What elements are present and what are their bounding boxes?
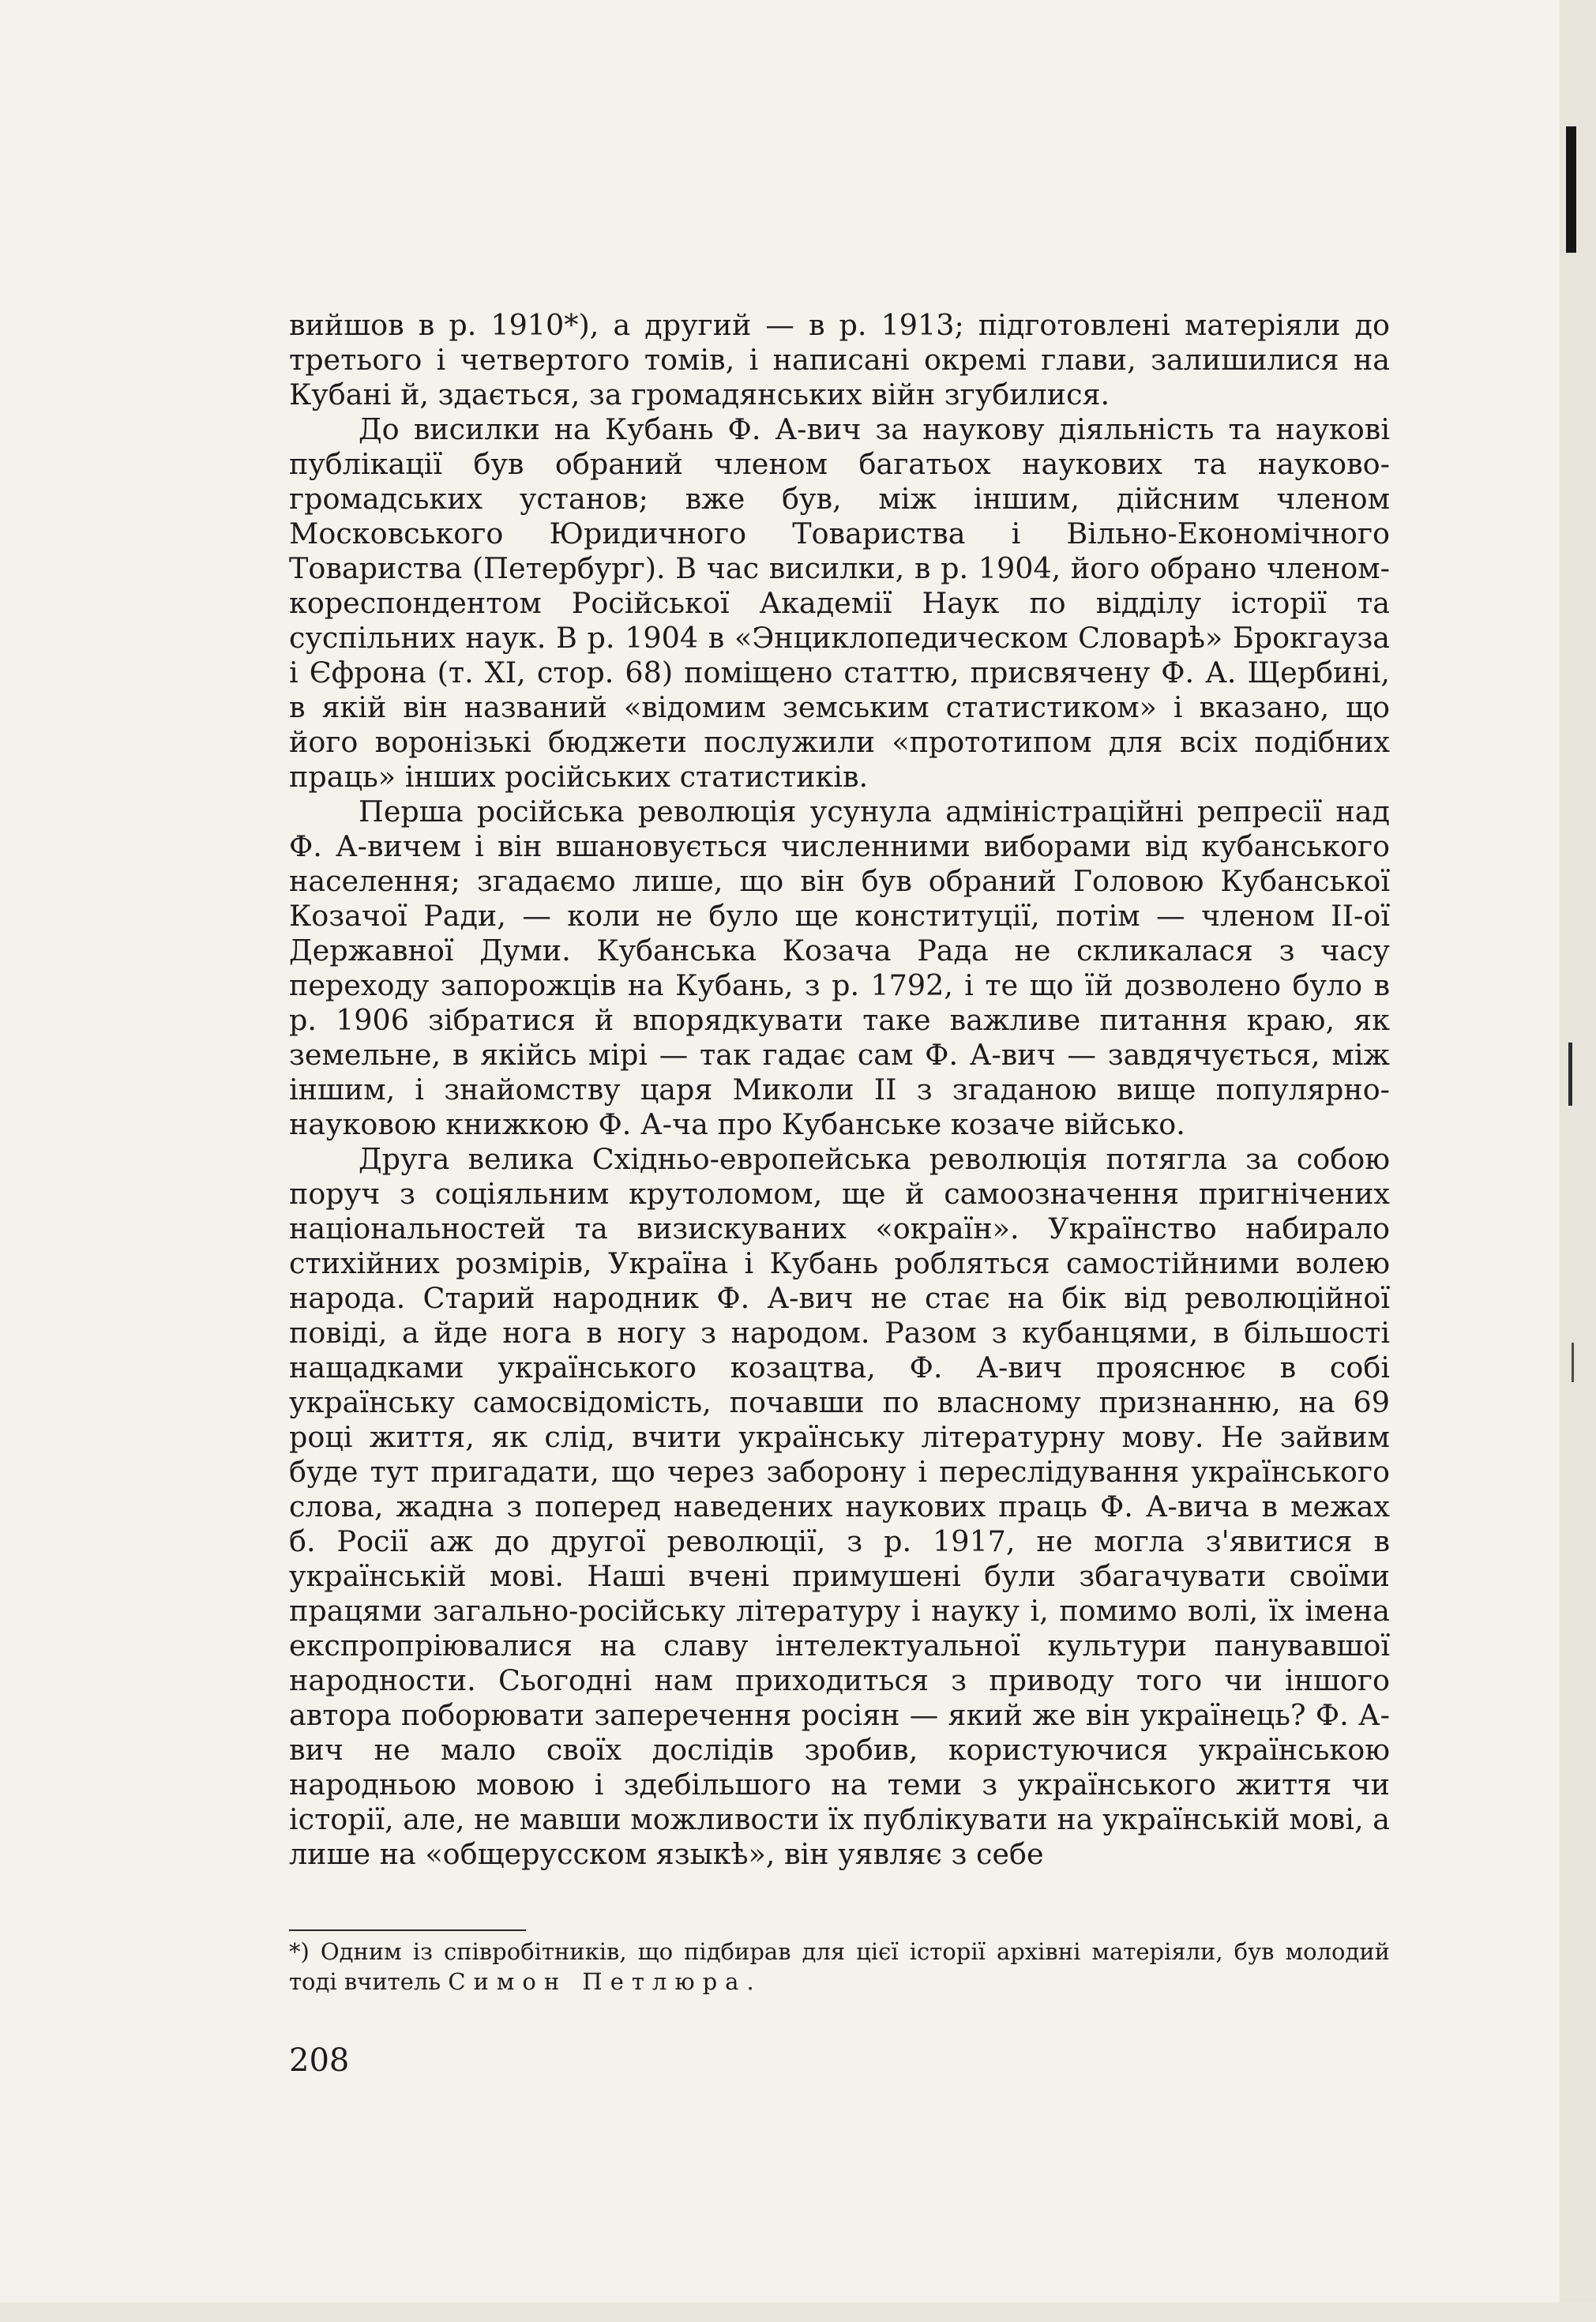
footnote-tail: . <box>746 1968 754 1995</box>
scan-edge-right <box>1560 0 1596 2322</box>
footnote <box>289 1937 1390 1997</box>
paragraph-1: вийшов в р. 1910*), а другий — в р. 1913; підготовлені матеріяли до третього і четвертого томів, і написані окремі глави, залишилися на Кубані й, здається, за громадянських війн згубилися. <box>289 308 1390 411</box>
binding-mark-middle <box>1568 1043 1572 1106</box>
binding-mark-top <box>1566 126 1576 253</box>
footnote-name: Симон Петлюра <box>448 1968 747 1995</box>
footnote-divider <box>289 1929 526 1931</box>
paragraph-3: Перша російська революція усунула адміністраційні репресії над Ф. А-вичем і він вшановується численними виборами від кубанського населення; згадаємо лише, що він був обраний Головою Кубанської Козачої Ради, — коли не було ще конституції, потім — членом II-ої Державної Думи. Кубанська Козача Рада не скликалася з часу переходу запорожців на Кубань, з р. 1792, і те що їй дозволено було в р. 1906 зібратися й впорядкувати таке важливе питання краю, як земельне, в якійсь мірі — так гадає сам Ф. А-вич — завдячується, між іншим, і знайомству царя Миколи II з згаданою вище популярно-науковою книжкою Ф. А-ча про Кубанське козаче військо. <box>289 795 1390 1141</box>
binding-mark-lower <box>1572 1343 1574 1382</box>
paragraph-4: Друга велика Східньо-европейська революція потягла за собою поруч з соціяльним крутоломом, ще й самоозначення пригнічених національностей та визискуваних «окраїн». Українство набирало стихійних розмірів, Україна і Кубань робляться самостійними волею народа. Старий народник Ф. А-вич не стає на бік від революційної повіді, а йде нога в ногу з народом. Разом з кубанцями, в більшості нащадками українського козацтва, Ф. А-вич прояснює в собі українську самосвідомість, почавши по власному признанню, на 69 році життя, як слід, вчити українську літературну мову. Не зайвим буде тут пригадати, що через заборону і переслідування українського слова, жадна з поперед наведених наукових праць Ф. А-вича в межах б. Росії аж до другої революції, з р. 1917, не могла з'явитися в українській мові. Наші вчені примушені були збагачувати своїми працями загально-російську літературу і науку і, помимо волі, їх імена експропріювалися на славу інтелектуальної культури панувавшої народности. Сьогодні нам приходиться з приводу того чи іншого автора поборювати заперечення росіян — який же він українець? Ф. А-вич не мало своїх дослідів зробив, користуючися українською народньою мовою і здебільшого на теми з українського життя чи історії, але, не мавши можливости їх публікувати на українській мові, а лише на «общерусском языкѣ», він уявляє з себе <box>289 1142 1390 1871</box>
footnote-lead: *) Одним із співробітників, що підбирав для цієї історії архівні матеріяли, був молодий тоді вчитель <box>289 1938 1390 1995</box>
paragraph-2: До висилки на Кубань Ф. А-вич за наукову діяльність та наукові публікації був обраний членом багатьох наукових та науково-громадських установ; вже був, між іншим, дійсним членом Московського Юридичного Товариства і Вільно-Економічного Товариства (Петербург). В час висилки, в р. 1904, його обрано членом-кореспондентом Російської Академії Наук по відділу історії та суспільних наук. В р. 1904 в «Энциклопедическом Словарѣ» Брокгауза і Єфрона (т. XI, стор. 68) поміщено статтю, присвячену Ф. А. Щербині, в якій він названий «відомим земським статистиком» і вказано, що його воронізькі бюджети послужили «прототипом для всіх подібних праць» інших російських статистиків. <box>289 412 1390 794</box>
main-text <box>289 308 1390 1872</box>
scan-edge-bottom <box>0 2302 1596 2322</box>
page-number: 208 <box>289 2042 350 2079</box>
